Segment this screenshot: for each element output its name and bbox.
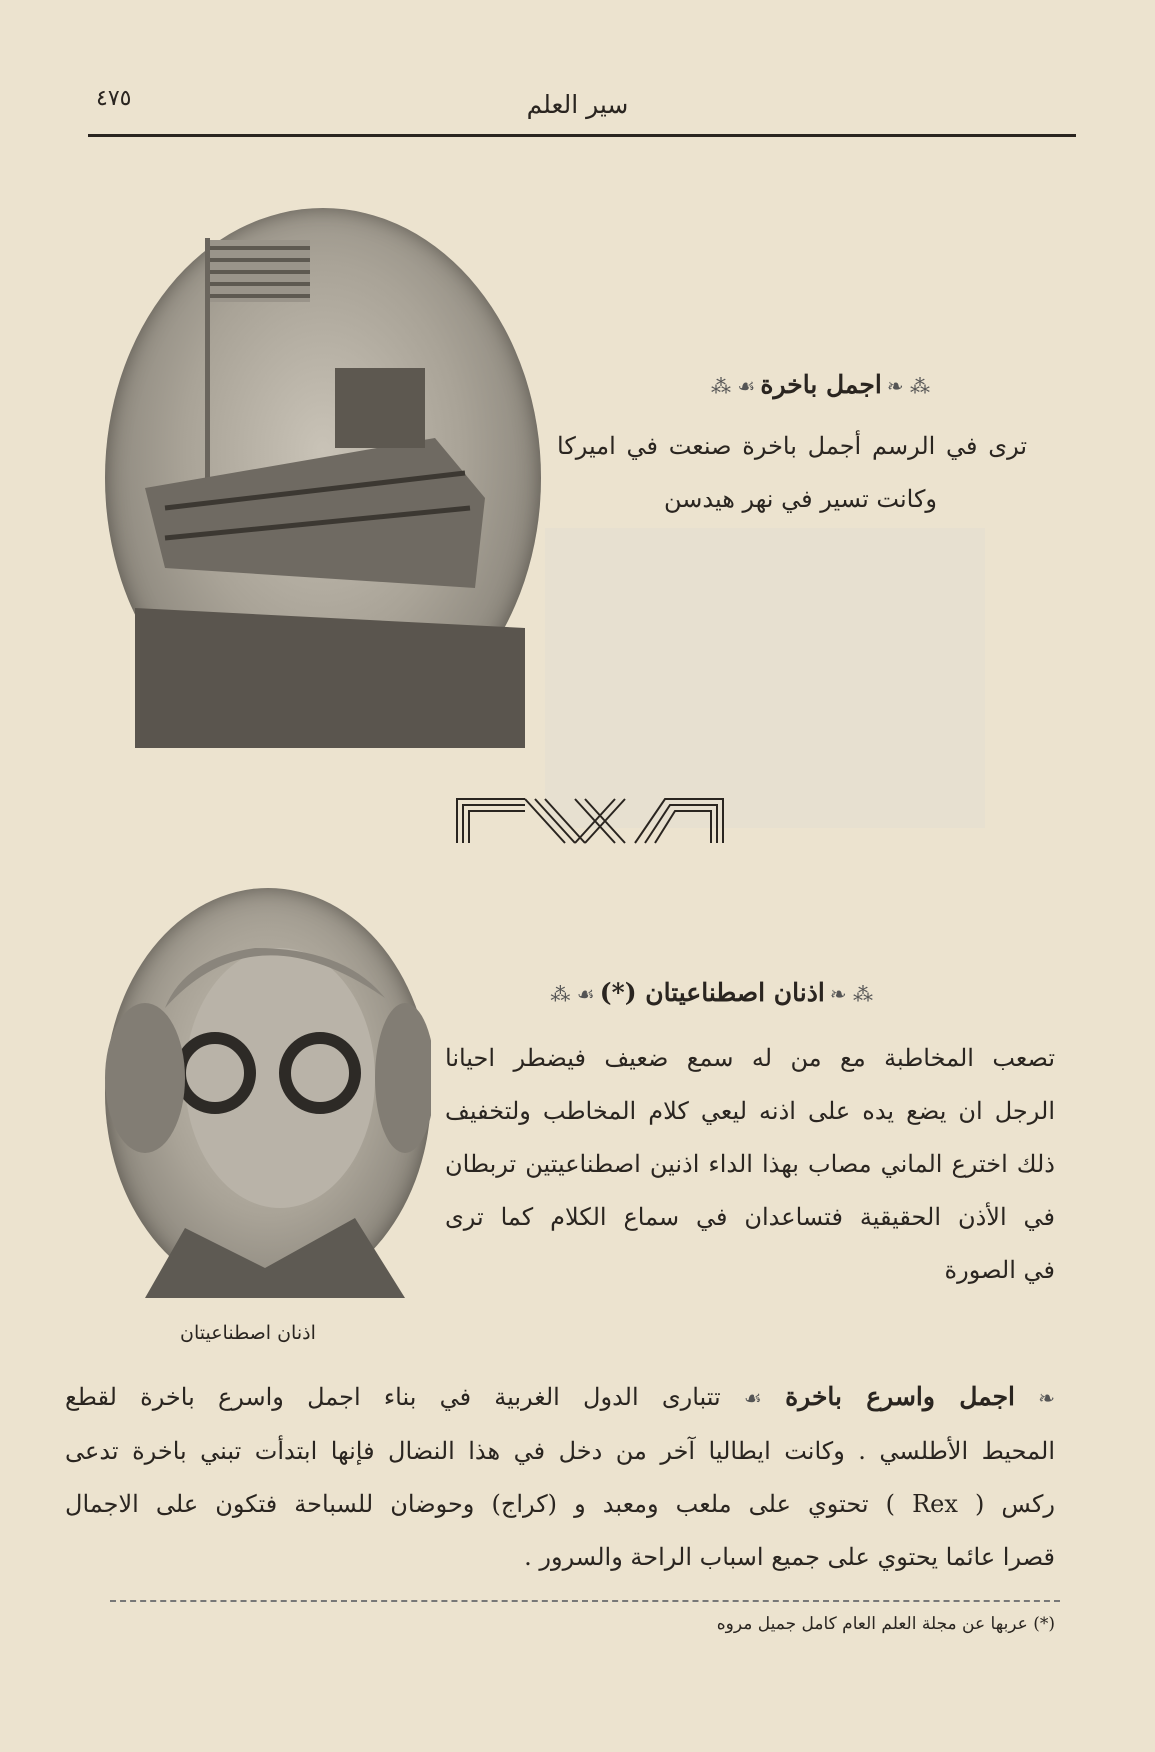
ornament-icon: ☙ bbox=[743, 1386, 762, 1410]
article2-line: ذلك اخترع الماني مصاب بهذا الداء اذنين اصطناعيتين تربطان bbox=[445, 1150, 1055, 1178]
page-number: ٤٧٥ bbox=[96, 86, 132, 111]
ornament-divider bbox=[455, 795, 725, 849]
footnote: (*) عربها عن مجلة العلم العام كامل جميل مروه bbox=[716, 1614, 1055, 1634]
article3-line: المحيط الأطلسي . وكانت ايطاليا آخر من دخل في هذا النضال فإنها ابتدأت تبني باخرة تدعى bbox=[65, 1437, 1055, 1465]
portrait-caption: اذنان اصطناعيتان bbox=[180, 1322, 316, 1344]
article2-heading bbox=[550, 978, 873, 1007]
portrait-photo bbox=[105, 888, 431, 1298]
ornament-icon: ⁂ ❧ bbox=[829, 982, 873, 1006]
article2-line: الرجل ان يضع يده على اذنه ليعي كلام المخاطب ولتخفيف bbox=[445, 1097, 1055, 1125]
footnote-divider bbox=[110, 1600, 1060, 1602]
article3-line: ركس ( Rex ) تحتوي على ملعب ومعبد و (كراج) وحوضان للسباحة فتكون على الاجمال bbox=[65, 1490, 1056, 1518]
flag-icon bbox=[210, 240, 310, 302]
article2-title: اذنان اصطناعيتان (*) bbox=[599, 978, 825, 1007]
ornament-icon: ⁂ ❧ bbox=[886, 374, 930, 398]
article2-line: تصعب المخاطبة مع من له سمع ضعيف فيضطر احيانا bbox=[445, 1044, 1055, 1072]
ship-photo bbox=[105, 208, 541, 748]
article1-line: وكانت تسير في نهر هيدسن bbox=[664, 485, 937, 513]
ship-illustration bbox=[105, 208, 541, 748]
article1-body bbox=[557, 420, 1027, 526]
portrait-illustration bbox=[105, 888, 431, 1298]
article1-title: اجمل باخرة bbox=[760, 370, 882, 399]
shaded-panel bbox=[545, 528, 985, 828]
running-title: سير العلم bbox=[526, 90, 629, 119]
article3-line: قصرا عائما يحتوي على جميع اسباب الراحة والسرور . bbox=[524, 1543, 1055, 1571]
ornament-icon: ☙ ⁂ bbox=[710, 374, 756, 398]
ornament-icon: ☙ ⁂ bbox=[550, 982, 595, 1006]
article2-body bbox=[445, 1032, 1055, 1297]
article2-line: في الأذن الحقيقية فتساعدان في سماع الكلام كما ترى bbox=[445, 1203, 1055, 1231]
article1-line: ترى في الرسم أجمل باخرة صنعت في اميركا bbox=[557, 432, 1027, 460]
article3-line: تتبارى الدول الغربية في بناء اجمل واسرع باخرة لقطع bbox=[65, 1383, 721, 1411]
article3-title: اجمل واسرع باخرة bbox=[785, 1382, 1016, 1411]
header-rule bbox=[88, 134, 1076, 137]
article1-heading bbox=[711, 370, 930, 399]
article3-body bbox=[65, 1370, 1055, 1584]
article3-first-line bbox=[65, 1370, 1055, 1425]
ornament-icon: ❧ bbox=[1038, 1386, 1055, 1410]
article2-line: في الصورة bbox=[944, 1256, 1055, 1284]
